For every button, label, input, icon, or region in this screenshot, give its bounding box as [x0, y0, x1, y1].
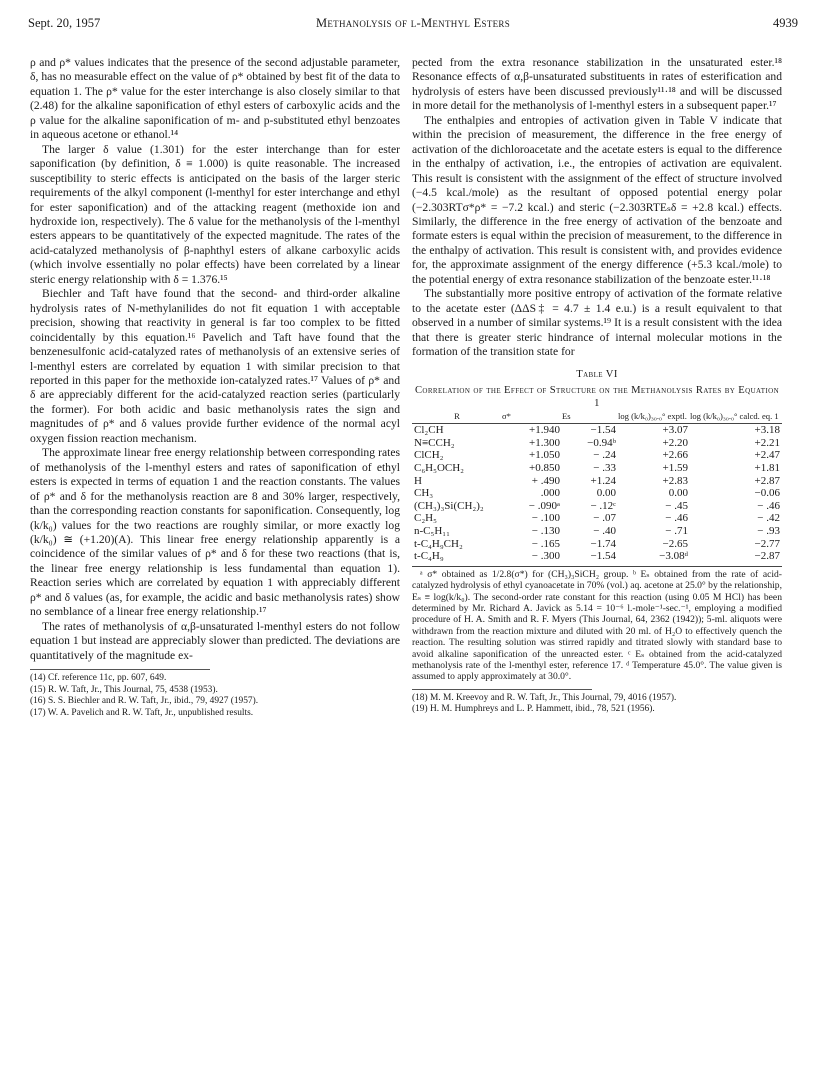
table-row — [412, 538, 782, 551]
table-cell: − .090ᵃ — [528, 499, 560, 512]
table-cell: +1.940 — [529, 424, 560, 437]
table-cell: t-C₄H₉CH₂ — [414, 537, 463, 550]
table-row — [412, 525, 782, 538]
footnotes — [30, 669, 400, 719]
table-cell: N≡CCH₂ — [414, 436, 455, 449]
table-cell: − .46 — [757, 499, 780, 512]
table-cell: −1.74 — [590, 537, 616, 550]
table-note: ᵃ σ* obtained as 1/2.8(σ*) for (CH₃)₃SiCH₂ group. ᵇ Eₛ obtained from the rate of acid-catalyzed hydrolysis of ethyl cyanoacetate in 70% (vol.) aq. acetone at 25.0° by the relationship, Eₛ ≡ log(k/k₀). The second-order rate constant for this reaction (using 0.05 M HCl) has been determined by Mr. Richard A. Javick as 5.14 = 10⁻⁶ l.-mole⁻¹-sec.⁻¹, employing a modified procedure of H. A. Smith and R. F. Myers (This Journal, 64, 2362 (1942)); 5-ml. aliquots were withdrawn from the reaction mixture and diluted with 20 ml. of H₂O to effectively quench the reaction. The resulting solution was stirred rapidly and titrated slowly with standard base to avoid alkaline saponification of the unreacted ester. ᶜ Eₛ obtained from the acid-catalyzed methanolysis rate of the l-menthyl ester, reference 17. ᵈ Temperature 45.0°. The value given is assumed to apply approximately at 30.0°. — [412, 568, 782, 683]
table-cell: −3.08ᵈ — [618, 550, 690, 566]
paragraph: The substantially more positive entropy of activation of the formate relative to the acetate ester (ΔΔS‡ = 4.7 ± 1.4 e.u.) is a result equivalent to that observed in a number of similar systems.¹⁹ It is a result consistent with the idea that there is greater steric hindrance of internal molecular motions in the formation of the transition state for — [412, 287, 782, 359]
footnote: (19) H. M. Humphreys and L. P. Hammett, ibid., 78, 521 (1956). — [412, 704, 655, 715]
table-cell: − .71 — [665, 524, 688, 537]
table-cell: +1.81 — [754, 461, 780, 474]
table-cell: t-C₄H₉ — [412, 550, 502, 566]
table-cell: − .42 — [757, 512, 780, 525]
data-table — [412, 412, 782, 567]
table-cell: − .165 — [531, 537, 560, 550]
table-cell: +3.07 — [662, 424, 688, 437]
table-cell: − .45 — [665, 499, 688, 512]
table-cell: − .130 — [531, 524, 560, 537]
paragraph: The approximate linear free energy relationship between corresponding rates of methanolysis of the l-menthyl esters and rates of saponification of ethyl esters is expected in terms of equation 1 and the reaction constants. The values of ρ* and δ for the methanolysis reaction are 8 and 30% larger, respectively, than the corresponding reaction constants for saponification. Consequently, log (k/k₀) values for the two reactions are roughly similar, or more exactly log (k/k₀) ≅ (+1.20)(A). This linear free energy relationship apparently is a coincidence of the similar values of ρ* and δ for these two reactions (that is, the linear free energy relationship is less fundamental than equation 1). Reaction series which are correlated by equation 1 with appreciably different ρ* and δ values (as, for example, the acidic and basic methanolysis rates) show no semblance of a linear free energy relationship.¹⁷ — [30, 446, 400, 619]
header-title: Methanolysis of l-Menthyl Esters — [315, 16, 511, 30]
table-cell: −2.65 — [662, 537, 688, 550]
table-cell: +2.21 — [754, 436, 780, 449]
table-cell: 0.00 — [668, 487, 688, 500]
table-cell: − .33 — [593, 461, 616, 474]
paragraph: The rates of methanolysis of α,β-unsaturated l-menthyl esters do not follow equation 1 but instead are appreciably slower than predicted. The deviations are quantitatively of the magnitude ex- — [30, 619, 401, 662]
table-cell: −0.06 — [754, 487, 780, 500]
table-header-row — [412, 412, 782, 424]
table-row — [412, 550, 782, 566]
table-cell: Cl₂CH — [414, 424, 444, 437]
table-cell: +2.66 — [662, 449, 688, 462]
paragraph: The larger δ value (1.301) for the ester interchange than for ester saponification (by definition, δ ≡ 1.000) is quite reasonable. The increased susceptibility to steric effects is anticipated on the basis of the larger steric requirements of the alkyl component (l-menthyl for ester interchange and ethyl for ester saponification) and of the attacking reagent (methoxide ion and hydroxide ion, respectively). The δ value for the methanolysis of the l-menthyl esters appears to be quantitatively of the expected magnitude. The rates of the acid-catalyzed methanolysis of β-naphthyl esters of alkane carboxylic acids (which involve essentially no polar effects) have been correlated by a linear steric energy relationship with δ = 1.376.¹⁵ — [30, 142, 400, 286]
table-row — [412, 512, 782, 525]
footnotes — [412, 689, 782, 716]
footnote-divider — [412, 689, 592, 690]
column-header: R — [412, 412, 502, 424]
column-header: Es — [562, 412, 618, 424]
footnote: (18) M. M. Kreevoy and R. W. Taft, Jr., This Journal, 79, 4016 (1957). — [412, 692, 677, 703]
column-header: log (k/k₀)₃₀.₀° exptl. — [618, 412, 690, 424]
table-cell: +1.59 — [662, 461, 688, 474]
table-cell: H — [414, 474, 422, 487]
left-column — [30, 56, 400, 719]
table-row — [412, 437, 782, 450]
table-notes — [412, 569, 782, 683]
table-row — [412, 487, 782, 500]
paragraph: Biechler and Taft have found that the second- and third-order alkaline hydrolysis rates of N-methylanilides do not fit equation 1 with acceptable precision, showing that reactivity in general is far too complex to be fitted coincidentally by this equation.¹⁶ Pavelich and Taft have found that the benzenesulfonic acid-catalyzed rates of methanolysis of an extensive series of l-menthyl esters are correlated by equation 1 with similar precision to that reported in this paper for the methoxide ion-catalyzed rates.¹⁷ Values of ρ* and δ are appreciably different for the acid-catalyzed reaction series (particularly the former). For both acidic and basic methanolysis rates the sign and magnitudes of ρ* and δ values provide further evidence of the normal acyl oxygen fission reaction mechanism. — [30, 287, 400, 445]
table-cell: +1.24 — [590, 474, 616, 487]
table-row — [412, 449, 782, 462]
table-cell: +2.47 — [754, 449, 780, 462]
table-row — [412, 500, 782, 513]
table-cell: C₂H₅ — [414, 512, 437, 525]
page-number: 4939 — [773, 16, 798, 30]
table-cell: +2.83 — [662, 474, 688, 487]
footnote: (17) W. A. Pavelich and R. W. Taft, Jr., unpublished results. — [30, 707, 254, 718]
column-header: log (k/k₀)₃₀.₀° calcd. eq. 1 — [690, 412, 782, 424]
table-cell: −1.54 — [562, 550, 618, 566]
table-cell: +2.20 — [662, 436, 688, 449]
table-cell: −0.94ᵇ — [587, 436, 616, 449]
paragraph: ρ and ρ* values indicates that the presence of the second adjustable parameter, δ, has no measurable effect on the value of ρ* obtained by best fit of the data to equation 1. The ρ* value for the ester interchange is also closely similar to that (2.48) for the alkaline saponification of ethyl esters of carboxylic acids and the ρ value for the alkaline saponification of m- and p-substituted ethyl benzoates in aqueous acetone or ethanol.¹⁴ — [30, 56, 400, 142]
table-row — [412, 475, 782, 488]
footnote: (14) Cf. reference 11c, pp. 607, 649. — [30, 673, 167, 684]
table-cell: − .40 — [593, 524, 616, 537]
table-caption: Correlation of the Effect of Structure on the Methanolysis Rates by Equation 1 — [414, 384, 780, 409]
table-cell: n-C₅H₁₁ — [414, 524, 450, 537]
table-cell: +1.050 — [529, 449, 560, 462]
footnote: (16) S. S. Biechler and R. W. Taft, Jr., ibid., 79, 4927 (1957). — [30, 696, 259, 707]
table-cell: .000 — [540, 487, 560, 500]
table-cell: +3.18 — [754, 424, 780, 437]
table-cell: −1.54 — [590, 424, 616, 437]
table-row — [412, 424, 782, 437]
table-cell: +0.850 — [529, 461, 560, 474]
table-cell: (CH₃)₃Si(CH₂)₂ — [414, 499, 484, 512]
table-cell: +2.87 — [754, 474, 780, 487]
table-cell: − .93 — [757, 524, 780, 537]
paragraph: pected from the extra resonance stabilization in the unsaturated ester.¹⁸ Resonance effects of α,β-unsaturated substituents in rates of esterification and hydrolysis of esters have been discussed previously¹¹·¹⁸ and will be discussed in more detail for the methanolysis of l-menthyl esters in a subsequent paper.¹⁷ — [412, 56, 782, 113]
footnote: (15) R. W. Taft, Jr., This Journal, 75, 4538 (1953). — [30, 684, 218, 695]
table-cell: −2.77 — [754, 537, 780, 550]
table-cell: −2.87 — [690, 550, 782, 566]
column-header: σ* — [502, 412, 562, 424]
header-date: Sept. 20, 1957 — [28, 16, 101, 30]
paragraph: The enthalpies and entropies of activation given in Table V indicate that within the precision of measurement, the difference in the free energy of activation of the dichloroacetate and the acetate esters is equal to the difference in the enthalpy of activation, i.e., the entropies of activation are equivalent. This result is consistent with the assignment of the effect of structure involved (−4.5 kcal./mole) as the resultant of opposed potential energy polar (−2.303RTσ*ρ* = −7.2 kcal.) and steric (−2.303RTEₛδ = +2.8 kcal.) effects. Similarly, the difference in the free energy of activation of the benzoate and formate esters is equal within the precision of measurement, to the difference in the enthalpy of activation. This result is consistent with, and provides evidence for, the approximate assignment of the energy difference (+5.3 kcal./mole) to the potential energy of extra resonance stabilization of the benzoate ester.¹¹·¹⁸ — [412, 113, 782, 286]
page-header — [28, 16, 798, 36]
table-cell: − .07 — [593, 512, 616, 525]
right-column — [412, 56, 782, 716]
table-cell: 0.00 — [596, 487, 616, 500]
footnote-divider — [30, 669, 210, 670]
table-cell: CH₃ — [414, 487, 434, 500]
table-cell: C₆H₅OCH₂ — [414, 461, 465, 474]
table-cell: ClCH₂ — [414, 449, 444, 462]
table-cell: − .12ᶜ — [590, 499, 616, 512]
table-cell: − .300 — [502, 550, 562, 566]
table-cell: − .100 — [531, 512, 560, 525]
table-cell: − .46 — [665, 512, 688, 525]
table-row — [412, 462, 782, 475]
table-body — [412, 424, 782, 567]
table-cell: − .24 — [593, 449, 616, 462]
table-cell: +1.300 — [529, 436, 560, 449]
table-label: Table VI — [576, 368, 618, 380]
table-cell: + .490 — [531, 474, 560, 487]
